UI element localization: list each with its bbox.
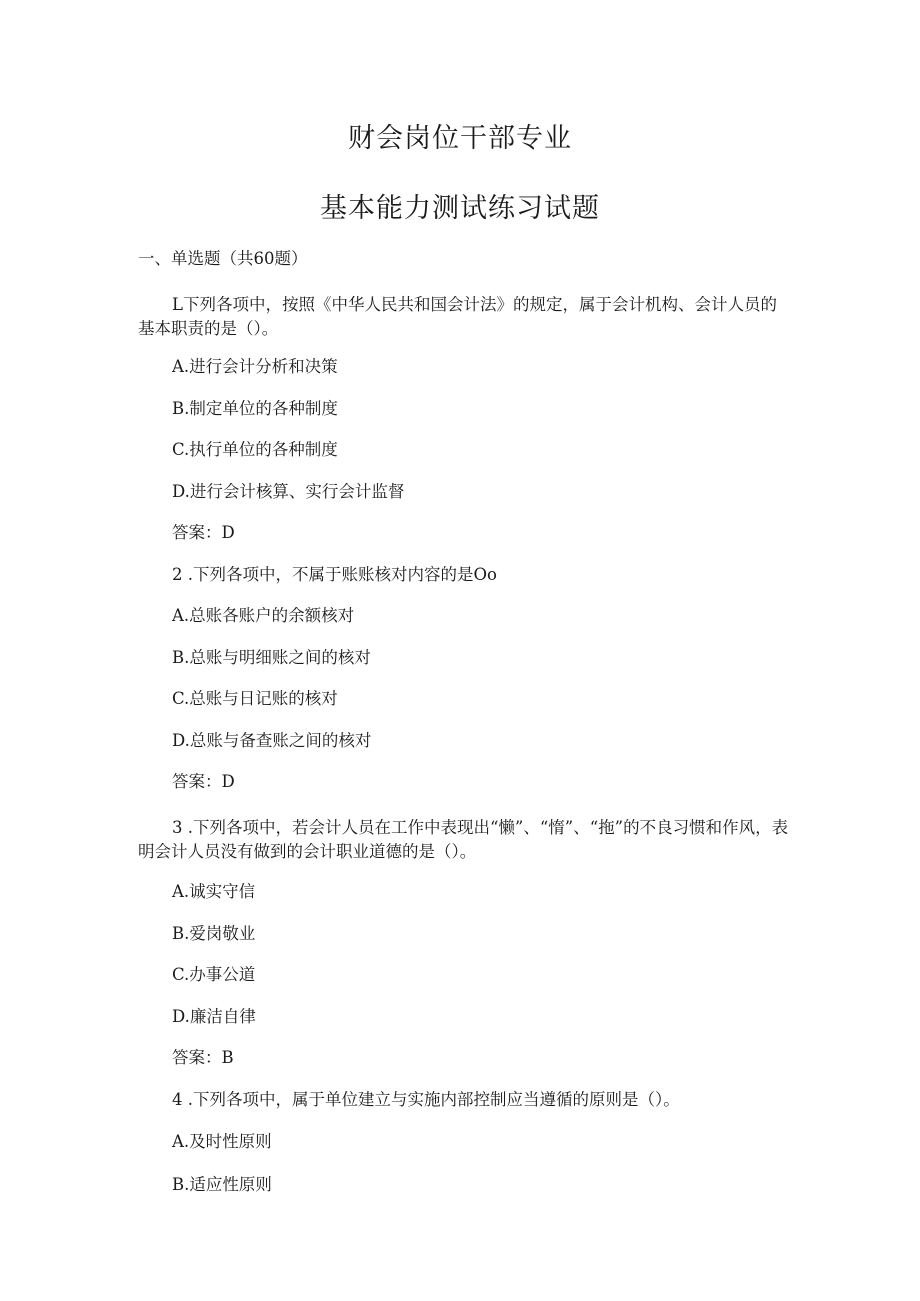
question-3-stem: 3 .下列各项中，若会计人员在工作中表现出“懒”、“惰”、“拖”的不良习惯和作风，表明会计人员没有做到的会计职业道德的是（）。 (138, 818, 789, 861)
question-1-answer: 答案：D (172, 523, 235, 542)
question-2-option-c: C.总账与日记账的核对 (172, 689, 338, 708)
question-2-stem: 2 .下列各项中，不属于账账核对内容的是Oo (172, 565, 497, 584)
question-3-option-a: A.诚实守信 (172, 882, 256, 901)
question-1-stem: L下列各项中，按照《中华人民共和国会计法》的规定，属于会计机构、会计人员的基本职责的是（）。 (138, 295, 777, 338)
question-4-stem: 4 .下列各项中，属于单位建立与实施内部控制应当遵循的原则是（）。 (172, 1090, 680, 1109)
question-1-option-a: A.进行会计分析和决策 (172, 357, 338, 376)
question-2-option-d: D.总账与备查账之间的核对 (172, 731, 372, 750)
section-heading: 一、单选题（共60题） (138, 249, 308, 268)
question-1-option-b: B.制定单位的各种制度 (172, 399, 338, 418)
question-2-option-a: A.总账各账户的余额核对 (172, 606, 355, 625)
question-2-answer: 答案：D (172, 772, 235, 791)
question-1-option-d: D.进行会计核算、实行会计监督 (172, 482, 405, 501)
document-title-line1: 财会岗位干部专业 (348, 123, 572, 154)
question-4-option-a: A.及时性原则 (172, 1132, 272, 1151)
question-3-option-c: C.办事公道 (172, 965, 256, 984)
question-3-answer: 答案：B (172, 1048, 234, 1067)
question-3-option-b: B.爱岗敬业 (172, 924, 256, 943)
question-4-option-b: B.适应性原则 (172, 1175, 272, 1194)
question-3-option-d: D.廉洁自律 (172, 1007, 256, 1026)
document-title-line2: 基本能力测试练习试题 (320, 193, 600, 224)
question-1-option-c: C.执行单位的各种制度 (172, 440, 338, 459)
question-2-option-b: B.总账与明细账之间的核对 (172, 648, 371, 667)
